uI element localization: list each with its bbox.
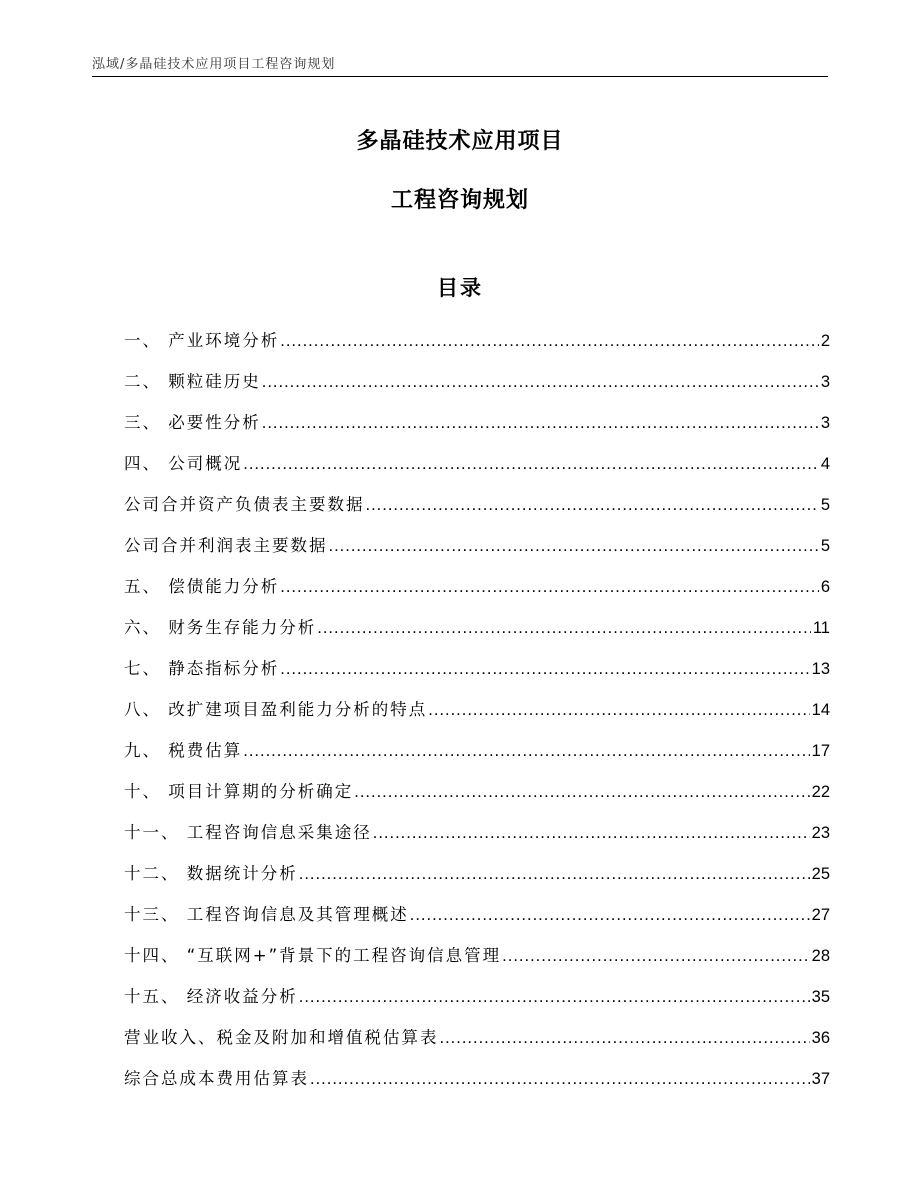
toc-dot-leader bbox=[440, 1018, 810, 1059]
toc-entry-page: 4 bbox=[820, 455, 830, 473]
toc-entry[interactable] bbox=[124, 1017, 830, 1058]
toc-dot-leader bbox=[262, 362, 819, 403]
toc-entry-label: 二、 颗粒硅历史 bbox=[124, 372, 261, 391]
toc-entry[interactable] bbox=[124, 976, 830, 1017]
toc-dot-leader bbox=[262, 403, 819, 444]
toc-entry[interactable] bbox=[124, 525, 830, 566]
toc-entry-page: 27 bbox=[811, 906, 830, 924]
toc-entry-label: 十、 项目计算期的分析确定 bbox=[124, 782, 354, 801]
toc-entry-label: 十五、 经济收益分析 bbox=[124, 987, 298, 1006]
toc-entry-page: 14 bbox=[811, 701, 830, 719]
toc-entry[interactable] bbox=[124, 894, 830, 935]
toc-dot-leader bbox=[280, 567, 819, 608]
toc-dot-leader bbox=[299, 854, 810, 895]
toc-entry-page: 36 bbox=[811, 1029, 830, 1047]
toc-dot-leader bbox=[329, 526, 819, 567]
toc-entry-page: 5 bbox=[820, 496, 830, 514]
toc-dot-leader bbox=[317, 608, 811, 649]
toc-entry[interactable] bbox=[124, 566, 830, 607]
toc-entry-label: 七、 静态指标分析 bbox=[124, 659, 280, 678]
toc-entry[interactable] bbox=[124, 648, 830, 689]
toc-entry-label: 公司合并利润表主要数据 bbox=[124, 536, 328, 555]
toc-entry[interactable] bbox=[124, 853, 830, 894]
toc-entry-label: 三、 必要性分析 bbox=[124, 413, 261, 432]
toc-entry[interactable] bbox=[124, 689, 830, 730]
toc-entry-page: 22 bbox=[811, 783, 830, 801]
toc-dot-leader bbox=[354, 772, 809, 813]
toc-entry-page: 35 bbox=[811, 988, 830, 1006]
toc-entry-page: 13 bbox=[811, 660, 830, 678]
toc-entry-label: 四、 公司概况 bbox=[124, 454, 243, 473]
toc-entry[interactable] bbox=[124, 402, 830, 443]
toc-entry-label: 公司合并资产负债表主要数据 bbox=[124, 495, 365, 514]
toc-dot-leader bbox=[243, 731, 809, 772]
table-of-contents bbox=[124, 320, 830, 1099]
toc-entry[interactable] bbox=[124, 443, 830, 484]
toc-entry-label: 十二、 数据统计分析 bbox=[124, 864, 298, 883]
toc-entry-page: 23 bbox=[811, 824, 830, 842]
toc-entry-label: 五、 偿债能力分析 bbox=[124, 577, 280, 596]
toc-dot-leader bbox=[373, 813, 810, 854]
running-header: 泓域/多晶硅技术应用项目工程咨询规划 bbox=[92, 57, 336, 72]
document-title-line-1: 多晶硅技术应用项目 bbox=[356, 129, 564, 154]
toc-entry[interactable] bbox=[124, 320, 830, 361]
toc-entry-page: 3 bbox=[820, 414, 830, 432]
toc-dot-leader bbox=[410, 895, 810, 936]
toc-entry[interactable] bbox=[124, 730, 830, 771]
toc-entry[interactable] bbox=[124, 935, 830, 976]
toc-entry-page: 25 bbox=[811, 865, 830, 883]
toc-entry-label: 十一、 工程咨询信息采集途径 bbox=[124, 823, 372, 842]
toc-entry-label: 综合总成本费用估算表 bbox=[124, 1069, 309, 1088]
toc-entry-page: 5 bbox=[820, 537, 830, 555]
toc-entry[interactable] bbox=[124, 607, 830, 648]
toc-entry-page: 3 bbox=[820, 373, 830, 391]
toc-dot-leader bbox=[299, 977, 810, 1018]
toc-entry-page: 28 bbox=[811, 947, 830, 965]
toc-entry-label: 八、 改扩建项目盈利能力分析的特点 bbox=[124, 700, 428, 719]
toc-dot-leader bbox=[310, 1059, 810, 1100]
toc-entry-page: 2 bbox=[820, 332, 830, 350]
toc-entry[interactable] bbox=[124, 771, 830, 812]
toc-entry-label: 营业收入、税金及附加和增值税估算表 bbox=[124, 1028, 439, 1047]
toc-heading: 目录 bbox=[437, 276, 483, 300]
toc-entry-label: 六、 财务生存能力分析 bbox=[124, 618, 317, 637]
toc-dot-leader bbox=[243, 444, 819, 485]
toc-dot-leader bbox=[280, 321, 819, 362]
toc-entry-label: 九、 税费估算 bbox=[124, 741, 243, 760]
toc-entry[interactable] bbox=[124, 812, 830, 853]
toc-entry-page: 37 bbox=[811, 1070, 830, 1088]
toc-dot-leader bbox=[280, 649, 809, 690]
document-title-line-2: 工程咨询规划 bbox=[390, 188, 529, 213]
toc-entry-label: 十四、 “互联网+”背景下的工程咨询信息管理 bbox=[124, 946, 502, 965]
toc-entry-page: 6 bbox=[820, 578, 830, 596]
toc-dot-leader bbox=[428, 690, 809, 731]
toc-dot-leader bbox=[502, 936, 809, 977]
toc-entry[interactable] bbox=[124, 484, 830, 525]
toc-entry-label: 一、 产业环境分析 bbox=[124, 331, 280, 350]
header-divider bbox=[92, 76, 828, 77]
toc-dot-leader bbox=[366, 485, 819, 526]
toc-entry-page: 11 bbox=[812, 619, 830, 637]
toc-entry[interactable] bbox=[124, 361, 830, 402]
toc-entry-page: 17 bbox=[811, 742, 830, 760]
toc-entry[interactable] bbox=[124, 1058, 830, 1099]
toc-entry-label: 十三、 工程咨询信息及其管理概述 bbox=[124, 905, 409, 924]
